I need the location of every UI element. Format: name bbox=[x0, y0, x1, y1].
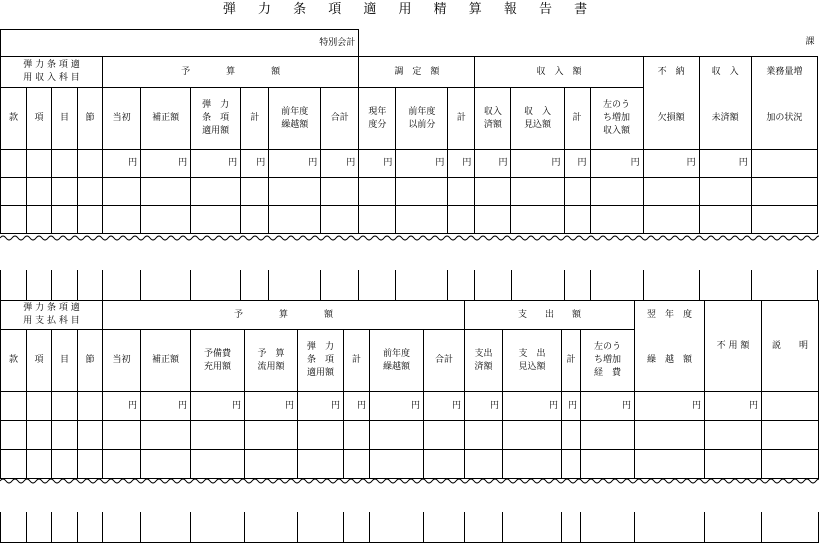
unit-yen: 円 bbox=[141, 392, 191, 421]
unit-yen: 円 bbox=[298, 392, 344, 421]
col-kou: 項 bbox=[27, 88, 52, 150]
col-subtotal: 計 bbox=[241, 88, 269, 150]
revenue-blank-row bbox=[1, 270, 818, 300]
unit-yen: 円 bbox=[705, 392, 762, 421]
unit-yen: 円 bbox=[141, 150, 191, 178]
unit-yen: 円 bbox=[562, 392, 581, 421]
unreceived-header-bottom: 未済額 bbox=[699, 88, 751, 150]
unit-yen: 円 bbox=[590, 150, 643, 178]
unit-yen: 円 bbox=[564, 150, 590, 178]
increase-header-bottom: 加の状況 bbox=[751, 88, 817, 150]
expenditure-blank-row bbox=[1, 512, 819, 542]
cell bbox=[751, 150, 817, 178]
col-increase-portion: 左のう ち増加 経 費 bbox=[581, 330, 635, 392]
unit-yen: 円 bbox=[241, 150, 269, 178]
unit-yen: 円 bbox=[503, 392, 562, 421]
col-moku: 目 bbox=[52, 88, 78, 150]
expenditure-blank-row bbox=[1, 421, 819, 450]
unit-yen: 円 bbox=[448, 150, 475, 178]
increase-header-top: 業務量増 bbox=[751, 57, 817, 88]
unit-yen: 円 bbox=[370, 392, 424, 421]
expenditure-subject-header: 弾 力 条 項 適 用 支 払 科 目 bbox=[1, 301, 103, 330]
unpaid-header-top: 不 納 bbox=[643, 57, 699, 88]
tear-line bbox=[0, 477, 819, 485]
col-initial: 当初 bbox=[103, 330, 141, 392]
unit-yen: 円 bbox=[103, 392, 141, 421]
col-reserve: 予備費 充用額 bbox=[191, 330, 245, 392]
revenue-table bbox=[0, 29, 818, 234]
col-initial: 当初 bbox=[103, 88, 141, 150]
revenue-blank-row bbox=[1, 206, 818, 234]
unit-yen: 円 bbox=[191, 392, 245, 421]
bureau-label: 課 bbox=[359, 30, 818, 57]
unit-yen: 円 bbox=[424, 392, 465, 421]
col-expected: 支 出 見込額 bbox=[503, 330, 562, 392]
unit-yen: 円 bbox=[344, 392, 370, 421]
unit-yen: 円 bbox=[643, 150, 699, 178]
revenue-blank-row bbox=[1, 178, 818, 206]
spent-header: 支 出 額 bbox=[465, 301, 635, 330]
col-setsu: 節 bbox=[78, 330, 103, 392]
expenditure-table-continuation bbox=[0, 512, 819, 543]
unit-yen: 円 bbox=[396, 150, 448, 178]
col-subtotal: 計 bbox=[344, 330, 370, 392]
col-transfer: 予 算 流用額 bbox=[245, 330, 298, 392]
tear-line bbox=[0, 234, 819, 242]
unused-header: 不 用 額 bbox=[705, 301, 762, 392]
cell bbox=[1, 150, 27, 178]
document-title: 弾 力 条 項 適 用 精 算 報 告 書 bbox=[222, 2, 597, 17]
expenditure-unit-row bbox=[1, 392, 819, 421]
col-increase-portion: 左のう ち増加 収入額 bbox=[590, 88, 643, 150]
explanation-header: 説 明 bbox=[762, 301, 819, 392]
unreceived-header-top: 収 入 bbox=[699, 57, 751, 88]
col-carryover: 前年度 繰越額 bbox=[269, 88, 321, 150]
cell bbox=[52, 150, 78, 178]
col-total: 合計 bbox=[424, 330, 465, 392]
unit-yen: 円 bbox=[359, 150, 396, 178]
col-received-total: 計 bbox=[564, 88, 590, 150]
col-carryover: 前年度 繰越額 bbox=[370, 330, 424, 392]
unit-yen: 円 bbox=[699, 150, 751, 178]
unit-yen: 円 bbox=[475, 150, 511, 178]
col-current-year: 現年 度分 bbox=[359, 88, 396, 150]
col-received-done: 収入 済額 bbox=[475, 88, 511, 150]
next-year-header-bottom: 繰 越 額 bbox=[635, 330, 705, 392]
revenue-budget-header: 予 算 額 bbox=[103, 57, 359, 88]
col-kou: 項 bbox=[27, 330, 52, 392]
col-expected: 収 入 見込額 bbox=[511, 88, 564, 150]
next-year-header-top: 翌 年 度 bbox=[635, 301, 705, 330]
unit-yen: 円 bbox=[511, 150, 564, 178]
unpaid-header-bottom: 欠損額 bbox=[643, 88, 699, 150]
col-kan: 款 bbox=[1, 330, 27, 392]
unit-yen: 円 bbox=[465, 392, 503, 421]
col-kan: 款 bbox=[1, 88, 27, 150]
unit-yen: 円 bbox=[635, 392, 705, 421]
unit-yen: 円 bbox=[581, 392, 635, 421]
unit-yen: 円 bbox=[269, 150, 321, 178]
col-prior-year: 前年度 以前分 bbox=[396, 88, 448, 150]
assessed-header: 調 定 額 bbox=[359, 57, 475, 88]
expenditure-table bbox=[0, 300, 819, 479]
cell bbox=[27, 150, 52, 178]
revenue-subject-header: 弾 力 条 項 適 用 収 入 科 目 bbox=[1, 57, 103, 88]
expenditure-budget-header: 予 算 額 bbox=[103, 301, 465, 330]
unit-yen: 円 bbox=[321, 150, 359, 178]
col-supplementary: 補正額 bbox=[141, 330, 191, 392]
col-supplementary: 補正額 bbox=[141, 88, 191, 150]
account-label: 特別会計 bbox=[1, 30, 359, 57]
col-elastic: 弾 力 条 項 適用額 bbox=[298, 330, 344, 392]
col-elastic: 弾 力 条 項 適用額 bbox=[191, 88, 241, 150]
revenue-unit-row bbox=[1, 150, 818, 178]
col-setsu: 節 bbox=[78, 88, 103, 150]
col-total: 合計 bbox=[321, 88, 359, 150]
unit-yen: 円 bbox=[245, 392, 298, 421]
expenditure-blank-row bbox=[1, 450, 819, 479]
unit-yen: 円 bbox=[191, 150, 241, 178]
cell bbox=[78, 150, 103, 178]
col-spent-total: 計 bbox=[562, 330, 581, 392]
col-moku: 目 bbox=[52, 330, 78, 392]
col-spent-done: 支出 済額 bbox=[465, 330, 503, 392]
unit-yen: 円 bbox=[103, 150, 141, 178]
col-assessed-total: 計 bbox=[448, 88, 475, 150]
received-header: 収 入 額 bbox=[475, 57, 643, 88]
revenue-table-continuation bbox=[0, 270, 818, 301]
